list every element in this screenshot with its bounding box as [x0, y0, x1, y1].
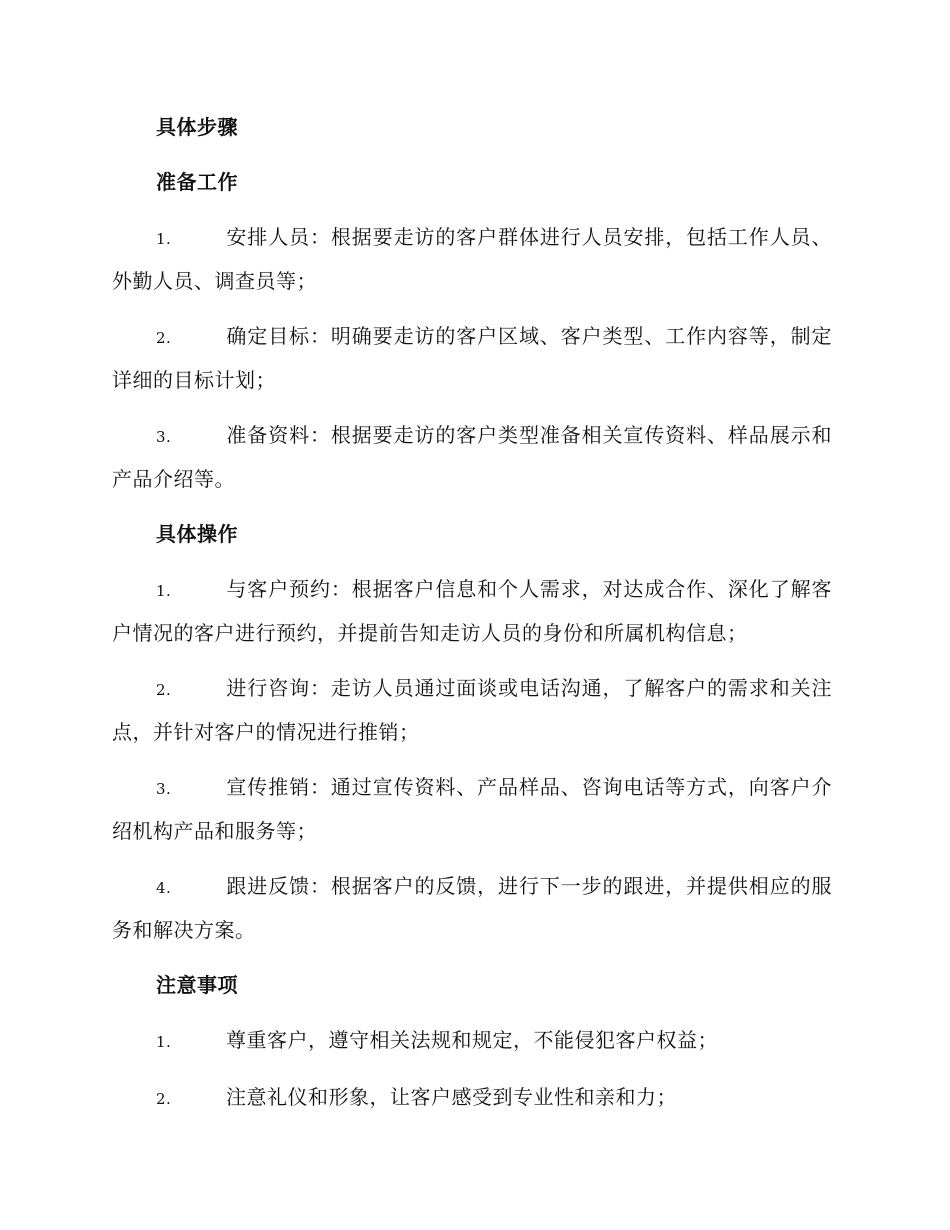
list-item-text: 进行咨询：走访人员通过面谈或电话沟通，了解客户的需求和关注点，并针对客户的情况进行推销； — [112, 676, 832, 744]
list-item-text: 安排人员：根据要走访的客户群体进行人员安排，包括工作人员、外勤人员、调查员等； — [112, 225, 832, 293]
list-number: 1. — [156, 230, 172, 248]
list-item — [112, 414, 832, 500]
list-item — [112, 766, 832, 852]
list-item-text: 宣传推销：通过宣传资料、产品样品、咨询电话等方式，向客户介绍机构产品和服务等； — [112, 775, 832, 843]
list-number: 3. — [156, 428, 172, 446]
list-number: 4. — [156, 879, 172, 897]
list-item-text: 确定目标：明确要走访的客户区域、客户类型、工作内容等，制定详细的目标计划； — [112, 324, 832, 392]
section-heading: 具体步骤 — [156, 115, 238, 139]
section-heading: 具体操作 — [156, 522, 238, 546]
section-heading: 注意事项 — [156, 973, 238, 997]
list-number: 2. — [156, 329, 172, 347]
list-item-text: 准备资料：根据要走访的客户类型准备相关宣传资料、样品展示和产品介绍等。 — [112, 423, 832, 491]
list-item — [112, 216, 832, 302]
list-item — [112, 667, 832, 753]
list-item-text: 尊重客户，遵守相关法规和规定，不能侵犯客户权益； — [226, 1028, 718, 1052]
list-number: 2. — [156, 681, 172, 699]
list-item-text: 注意礼仪和形象，让客户感受到专业性和亲和力； — [226, 1085, 677, 1109]
section-heading: 准备工作 — [156, 170, 238, 194]
list-number: 1. — [156, 1033, 172, 1051]
list-number: 1. — [156, 582, 172, 600]
list-item — [112, 568, 832, 654]
list-number: 3. — [156, 780, 172, 798]
list-item — [112, 315, 832, 401]
list-item — [112, 1076, 832, 1120]
list-item-text: 跟进反馈：根据客户的反馈，进行下一步的跟进，并提供相应的服务和解决方案。 — [112, 874, 832, 942]
list-number: 2. — [156, 1090, 172, 1108]
list-item — [112, 865, 832, 951]
document-body — [112, 106, 832, 1133]
list-item-text: 与客户预约：根据客户信息和个人需求，对达成合作、深化了解客户情况的客户进行预约，并提前告知走访人员的身份和所属机构信息； — [112, 577, 832, 645]
list-item — [112, 1019, 832, 1063]
